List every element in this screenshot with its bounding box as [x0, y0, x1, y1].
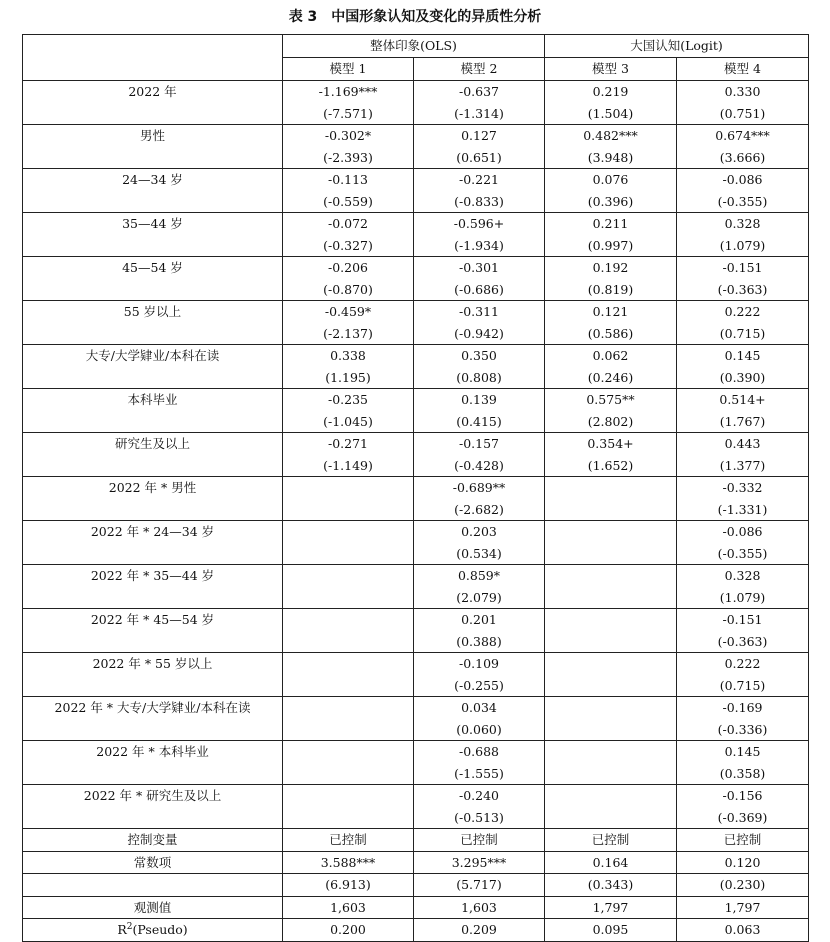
coef-cell: -0.688: [414, 741, 545, 763]
coef-cell: 0.443: [677, 433, 809, 455]
coef-cell: 0.164: [545, 851, 677, 874]
row-label: 本科毕业: [23, 389, 283, 433]
coef-cell: 0.514+: [677, 389, 809, 411]
tstat-cell: [283, 763, 414, 785]
row-label: 2022 年 * 研究生及以上: [23, 785, 283, 829]
tstat-cell: (-0.513): [414, 807, 545, 829]
table-row: [23, 741, 809, 763]
coef-cell: [545, 741, 677, 763]
tstat-cell: (-1.314): [414, 103, 545, 125]
tstat-cell: (-0.327): [283, 235, 414, 257]
coef-cell: -0.157: [414, 433, 545, 455]
tstat-cell: (-0.355): [677, 543, 809, 565]
coef-cell: -0.206: [283, 257, 414, 279]
obs-cell: 1,797: [545, 896, 677, 919]
coef-cell: -0.151: [677, 609, 809, 631]
tstat-cell: (0.060): [414, 719, 545, 741]
constant-row-tstat: [23, 874, 809, 897]
tstat-cell: (0.230): [677, 874, 809, 897]
coef-cell: 0.330: [677, 81, 809, 103]
tstat-cell: (0.751): [677, 103, 809, 125]
coef-cell: [283, 653, 414, 675]
header-blank-cell: [23, 35, 283, 81]
tstat-cell: (-1.555): [414, 763, 545, 785]
controls-cell: 已控制: [545, 829, 677, 852]
row-label: 2022 年 * 男性: [23, 477, 283, 521]
coef-cell: -0.072: [283, 213, 414, 235]
tstat-cell: (0.819): [545, 279, 677, 301]
tstat-cell: (1.767): [677, 411, 809, 433]
coef-cell: [545, 477, 677, 499]
r2-cell: 0.063: [677, 919, 809, 942]
header-group-ols: 整体印象(OLS): [283, 35, 545, 58]
coef-cell: -0.086: [677, 169, 809, 191]
controls-cell: 已控制: [283, 829, 414, 852]
r2-cell: 0.209: [414, 919, 545, 942]
row-label: 2022 年: [23, 81, 283, 125]
coef-cell: 0.328: [677, 213, 809, 235]
r2-label-sup: 2: [126, 921, 133, 932]
row-label: 35—44 岁: [23, 213, 283, 257]
coef-cell: [545, 609, 677, 631]
coef-cell: 3.295***: [414, 851, 545, 874]
table-row: [23, 477, 809, 499]
tstat-cell: (-1.149): [283, 455, 414, 477]
row-label: 45—54 岁: [23, 257, 283, 301]
tstat-cell: (1.504): [545, 103, 677, 125]
tstat-cell: (0.388): [414, 631, 545, 653]
coef-cell: -0.086: [677, 521, 809, 543]
table-row: [23, 785, 809, 807]
row-label: 2022 年 * 55 岁以上: [23, 653, 283, 697]
row-label: 男性: [23, 125, 283, 169]
tstat-cell: (-0.942): [414, 323, 545, 345]
coef-cell: 0.076: [545, 169, 677, 191]
coef-cell: -0.221: [414, 169, 545, 191]
coef-cell: 0.674***: [677, 125, 809, 147]
coef-cell: [545, 653, 677, 675]
header-model-2: 模型 2: [414, 58, 545, 81]
coef-cell: [283, 565, 414, 587]
header-model-3: 模型 3: [545, 58, 677, 81]
coef-cell: -0.689**: [414, 477, 545, 499]
coef-cell: -0.301: [414, 257, 545, 279]
row-label: 24—34 岁: [23, 169, 283, 213]
tstat-cell: (-0.559): [283, 191, 414, 213]
coef-cell: 0.222: [677, 301, 809, 323]
table-row: [23, 213, 809, 235]
table-row: [23, 697, 809, 719]
tstat-cell: [545, 763, 677, 785]
coef-cell: 0.145: [677, 345, 809, 367]
table-row: [23, 301, 809, 323]
table-row: [23, 389, 809, 411]
coef-cell: -0.109: [414, 653, 545, 675]
tstat-cell: [283, 587, 414, 609]
coef-cell: [545, 785, 677, 807]
header-model-4: 模型 4: [677, 58, 809, 81]
coef-cell: 0.328: [677, 565, 809, 587]
coef-cell: -0.637: [414, 81, 545, 103]
tstat-cell: [545, 499, 677, 521]
r2-cell: 0.200: [283, 919, 414, 942]
tstat-cell: (2.802): [545, 411, 677, 433]
tstat-cell: (1.079): [677, 587, 809, 609]
header-model-1: 模型 1: [283, 58, 414, 81]
tstat-cell: (-0.355): [677, 191, 809, 213]
coef-cell: [283, 697, 414, 719]
coef-cell: 0.201: [414, 609, 545, 631]
coef-cell: 0.121: [545, 301, 677, 323]
coef-cell: [283, 609, 414, 631]
table-row: [23, 169, 809, 191]
constant-row: [23, 851, 809, 874]
coef-cell: 0.203: [414, 521, 545, 543]
tstat-cell: (1.079): [677, 235, 809, 257]
coef-cell: 0.354+: [545, 433, 677, 455]
tstat-cell: (0.997): [545, 235, 677, 257]
table-row: [23, 345, 809, 367]
tstat-cell: [283, 631, 414, 653]
tstat-cell: (0.534): [414, 543, 545, 565]
coef-cell: 0.219: [545, 81, 677, 103]
tstat-cell: (2.079): [414, 587, 545, 609]
controls-cell: 已控制: [414, 829, 545, 852]
coef-cell: 0.350: [414, 345, 545, 367]
coef-cell: 0.211: [545, 213, 677, 235]
row-label: 大专/大学肄业/本科在读: [23, 345, 283, 389]
tstat-cell: (0.358): [677, 763, 809, 785]
tstat-cell: (-7.571): [283, 103, 414, 125]
table-row: [23, 125, 809, 147]
coef-cell: -0.156: [677, 785, 809, 807]
coef-cell: [283, 785, 414, 807]
tstat-cell: (-0.686): [414, 279, 545, 301]
tstat-cell: (-1.331): [677, 499, 809, 521]
tstat-cell: (5.717): [414, 874, 545, 897]
coef-cell: 0.034: [414, 697, 545, 719]
coef-cell: -0.332: [677, 477, 809, 499]
table-row: [23, 81, 809, 103]
tstat-cell: (-2.682): [414, 499, 545, 521]
observations-row: [23, 896, 809, 919]
tstat-cell: (0.396): [545, 191, 677, 213]
tstat-cell: (3.666): [677, 147, 809, 169]
tstat-cell: (1.377): [677, 455, 809, 477]
regression-table: [22, 34, 809, 942]
table-row: [23, 565, 809, 587]
tstat-cell: [545, 807, 677, 829]
r2-label-main: R: [117, 922, 127, 937]
coef-cell: 0.859*: [414, 565, 545, 587]
tstat-cell: (3.948): [545, 147, 677, 169]
row-label: 控制变量: [23, 829, 283, 852]
tstat-cell: (0.808): [414, 367, 545, 389]
coef-cell: -0.271: [283, 433, 414, 455]
coef-cell: -0.151: [677, 257, 809, 279]
tstat-cell: [545, 587, 677, 609]
obs-cell: 1,603: [414, 896, 545, 919]
coef-cell: 0.338: [283, 345, 414, 367]
r2-cell: 0.095: [545, 919, 677, 942]
table-title: 表 3 中国形象认知及变化的异质性分析: [288, 9, 542, 25]
tstat-cell: (-0.428): [414, 455, 545, 477]
tstat-cell: (-0.336): [677, 719, 809, 741]
coef-cell: [283, 741, 414, 763]
tstat-cell: (-1.045): [283, 411, 414, 433]
tstat-cell: (-0.833): [414, 191, 545, 213]
coef-cell: 3.588***: [283, 851, 414, 874]
tstat-cell: (-0.363): [677, 631, 809, 653]
coef-cell: 0.062: [545, 345, 677, 367]
row-label: 2022 年 * 45—54 岁: [23, 609, 283, 653]
row-label: 2022 年 * 24—34 岁: [23, 521, 283, 565]
tstat-cell: [283, 719, 414, 741]
header-row-groups: [23, 35, 809, 58]
table-row: [23, 609, 809, 631]
coef-cell: 0.120: [677, 851, 809, 874]
tstat-cell: (0.715): [677, 323, 809, 345]
coef-cell: -0.235: [283, 389, 414, 411]
coef-cell: 0.575**: [545, 389, 677, 411]
tstat-cell: (0.343): [545, 874, 677, 897]
tstat-cell: (-0.369): [677, 807, 809, 829]
tstat-cell: [545, 543, 677, 565]
row-label-blank: [23, 874, 283, 897]
tstat-cell: [545, 675, 677, 697]
tstat-cell: (0.390): [677, 367, 809, 389]
tstat-cell: (0.651): [414, 147, 545, 169]
tstat-cell: (-0.363): [677, 279, 809, 301]
coef-cell: 0.222: [677, 653, 809, 675]
tstat-cell: (-0.870): [283, 279, 414, 301]
tstat-cell: (0.715): [677, 675, 809, 697]
coef-cell: -1.169***: [283, 81, 414, 103]
obs-cell: 1,603: [283, 896, 414, 919]
coef-cell: 0.139: [414, 389, 545, 411]
coef-cell: -0.596+: [414, 213, 545, 235]
coef-cell: [283, 521, 414, 543]
row-label: 常数项: [23, 851, 283, 874]
tstat-cell: (6.913): [283, 874, 414, 897]
tstat-cell: (1.195): [283, 367, 414, 389]
tstat-cell: (-0.255): [414, 675, 545, 697]
row-label: 55 岁以上: [23, 301, 283, 345]
tstat-cell: (0.246): [545, 367, 677, 389]
coef-cell: [283, 477, 414, 499]
coef-cell: 0.192: [545, 257, 677, 279]
coef-cell: 0.482***: [545, 125, 677, 147]
coef-cell: -0.169: [677, 697, 809, 719]
row-label: 2022 年 * 大专/大学肄业/本科在读: [23, 697, 283, 741]
tstat-cell: (-2.393): [283, 147, 414, 169]
coef-cell: [545, 697, 677, 719]
tstat-cell: [283, 807, 414, 829]
row-label: 观测值: [23, 896, 283, 919]
coef-cell: 0.127: [414, 125, 545, 147]
tstat-cell: (0.586): [545, 323, 677, 345]
table-row: [23, 521, 809, 543]
r2-label-rest: (Pseudo): [132, 922, 188, 937]
tstat-cell: [545, 719, 677, 741]
header-group-logit: 大国认知(Logit): [545, 35, 809, 58]
controls-row: [23, 829, 809, 852]
tstat-cell: [283, 543, 414, 565]
controls-cell: 已控制: [677, 829, 809, 852]
coef-cell: -0.459*: [283, 301, 414, 323]
table-row: [23, 653, 809, 675]
row-label: 2022 年 * 本科毕业: [23, 741, 283, 785]
table-row: [23, 433, 809, 455]
coef-cell: -0.311: [414, 301, 545, 323]
tstat-cell: (-2.137): [283, 323, 414, 345]
table-row: [23, 257, 809, 279]
tstat-cell: [545, 631, 677, 653]
coef-cell: -0.240: [414, 785, 545, 807]
tstat-cell: [283, 675, 414, 697]
coef-cell: [545, 521, 677, 543]
coef-cell: 0.145: [677, 741, 809, 763]
coef-cell: [545, 565, 677, 587]
row-label: 研究生及以上: [23, 433, 283, 477]
coef-cell: -0.113: [283, 169, 414, 191]
tstat-cell: [283, 499, 414, 521]
tstat-cell: (1.652): [545, 455, 677, 477]
coef-cell: -0.302*: [283, 125, 414, 147]
tstat-cell: (0.415): [414, 411, 545, 433]
tstat-cell: (-1.934): [414, 235, 545, 257]
obs-cell: 1,797: [677, 896, 809, 919]
row-label: 2022 年 * 35—44 岁: [23, 565, 283, 609]
